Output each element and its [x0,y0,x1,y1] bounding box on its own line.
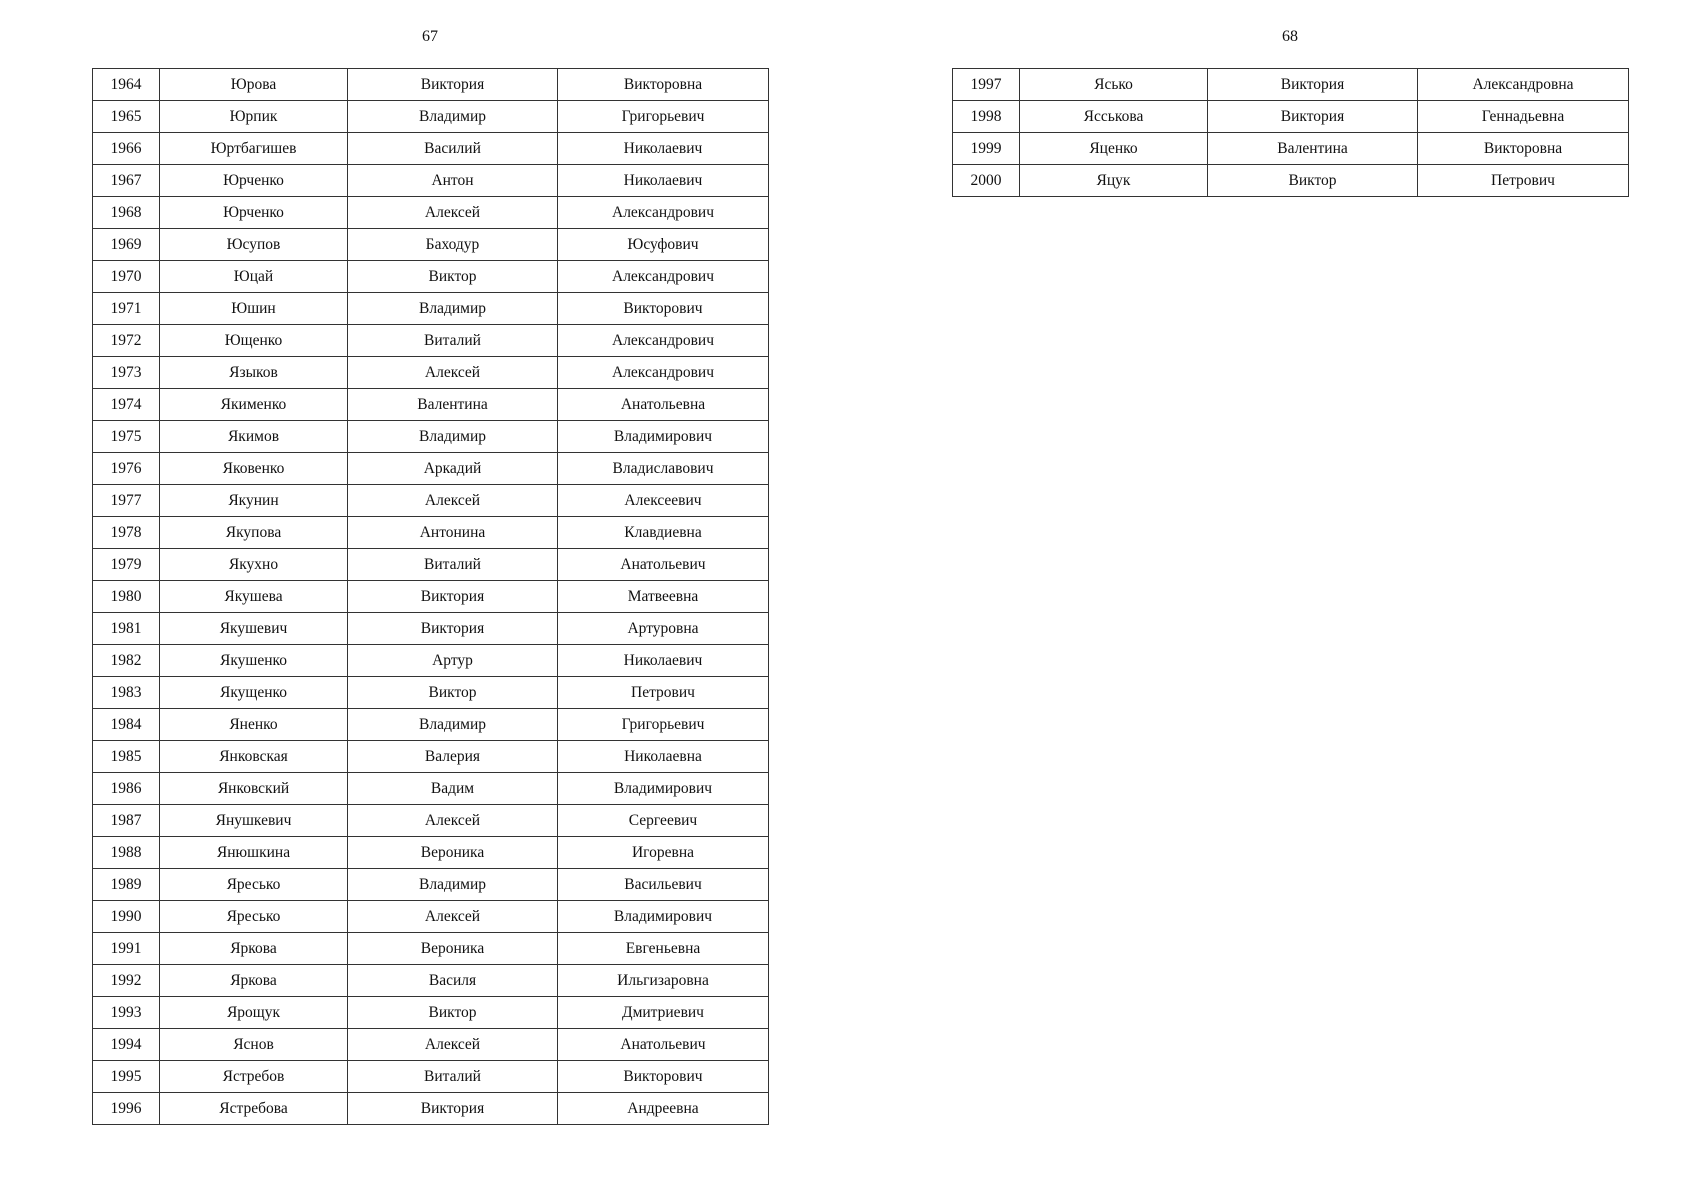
patronymic-cell: Викторович [558,1061,769,1093]
first-name-cell: Алексей [348,197,558,229]
patronymic-cell: Владиславович [558,453,769,485]
last-name-cell: Якухно [160,549,348,581]
first-name-cell: Владимир [348,101,558,133]
table-row [93,69,769,101]
table-row [93,709,769,741]
patronymic-cell: Васильевич [558,869,769,901]
first-name-cell: Алексей [348,357,558,389]
first-name-cell: Виктория [348,581,558,613]
roster-table [92,68,769,1125]
table-row [93,645,769,677]
last-name-cell: Юцай [160,261,348,293]
patronymic-cell: Владимирович [558,901,769,933]
row-number-cell: 1996 [93,1093,160,1125]
first-name-cell: Аркадий [348,453,558,485]
table-row [93,965,769,997]
row-number-cell: 1975 [93,421,160,453]
first-name-cell: Антонина [348,517,558,549]
row-number-cell: 1978 [93,517,160,549]
row-number-cell: 1995 [93,1061,160,1093]
row-number-cell: 1980 [93,581,160,613]
table-row [93,389,769,421]
first-name-cell: Баходур [348,229,558,261]
last-name-cell: Языков [160,357,348,389]
row-number-cell: 1967 [93,165,160,197]
row-number-cell: 1986 [93,773,160,805]
first-name-cell: Василий [348,133,558,165]
last-name-cell: Юшин [160,293,348,325]
last-name-cell: Яценко [1020,133,1208,165]
patronymic-cell: Григорьевич [558,101,769,133]
patronymic-cell: Анатольевич [558,1029,769,1061]
first-name-cell: Алексей [348,1029,558,1061]
patronymic-cell: Андреевна [558,1093,769,1125]
last-name-cell: Яненко [160,709,348,741]
last-name-cell: Якущенко [160,677,348,709]
first-name-cell: Валентина [348,389,558,421]
row-number-cell: 1973 [93,357,160,389]
table-row [93,261,769,293]
patronymic-cell: Клавдиевна [558,517,769,549]
row-number-cell: 1983 [93,677,160,709]
patronymic-cell: Владимирович [558,773,769,805]
first-name-cell: Владимир [348,709,558,741]
first-name-cell: Виктор [348,997,558,1029]
first-name-cell: Антон [348,165,558,197]
table-row [93,805,769,837]
table-row [93,1093,769,1125]
table-row [93,197,769,229]
page-number: 67 [422,28,438,45]
first-name-cell: Алексей [348,485,558,517]
table-row [93,165,769,197]
table-row [93,933,769,965]
first-name-cell: Вероника [348,933,558,965]
last-name-cell: Юрпик [160,101,348,133]
last-name-cell: Яснов [160,1029,348,1061]
row-number-cell: 1985 [93,741,160,773]
first-name-cell: Виктория [348,69,558,101]
row-number-cell: 1984 [93,709,160,741]
last-name-cell: Ясськова [1020,101,1208,133]
row-number-cell: 1972 [93,325,160,357]
row-number-cell: 1964 [93,69,160,101]
patronymic-cell: Алексеевич [558,485,769,517]
row-number-cell: 1987 [93,805,160,837]
table-row [93,901,769,933]
first-name-cell: Виктор [348,677,558,709]
table-row [93,421,769,453]
last-name-cell: Ястребов [160,1061,348,1093]
row-number-cell: 1979 [93,549,160,581]
patronymic-cell: Владимирович [558,421,769,453]
patronymic-cell: Николаевич [558,645,769,677]
patronymic-cell: Артуровна [558,613,769,645]
patronymic-cell: Сергеевич [558,805,769,837]
table-row [93,549,769,581]
last-name-cell: Якушева [160,581,348,613]
table-row [93,677,769,709]
last-name-cell: Ярощук [160,997,348,1029]
first-name-cell: Виталий [348,549,558,581]
last-name-cell: Янковский [160,773,348,805]
patronymic-cell: Александровна [1418,69,1629,101]
table-row [93,133,769,165]
patronymic-cell: Александрович [558,325,769,357]
first-name-cell: Артур [348,645,558,677]
first-name-cell: Вероника [348,837,558,869]
last-name-cell: Яресько [160,869,348,901]
last-name-cell: Янковская [160,741,348,773]
table-row [93,613,769,645]
last-name-cell: Якимов [160,421,348,453]
row-number-cell: 1968 [93,197,160,229]
patronymic-cell: Дмитриевич [558,997,769,1029]
last-name-cell: Юрченко [160,165,348,197]
patronymic-cell: Александрович [558,261,769,293]
table-row [93,357,769,389]
first-name-cell: Владимир [348,293,558,325]
patronymic-cell: Юсуфович [558,229,769,261]
last-name-cell: Якушевич [160,613,348,645]
first-name-cell: Вадим [348,773,558,805]
row-number-cell: 1981 [93,613,160,645]
table-row [93,837,769,869]
last-name-cell: Якушенко [160,645,348,677]
table-row [93,293,769,325]
row-number-cell: 1966 [93,133,160,165]
patronymic-cell: Евгеньевна [558,933,769,965]
first-name-cell: Виктория [1208,69,1418,101]
first-name-cell: Алексей [348,901,558,933]
table-row [93,997,769,1029]
patronymic-cell: Игоревна [558,837,769,869]
row-number-cell: 1990 [93,901,160,933]
patronymic-cell: Анатольевна [558,389,769,421]
roster-table [952,68,1629,197]
first-name-cell: Валерия [348,741,558,773]
table-row [953,165,1629,197]
row-number-cell: 1976 [93,453,160,485]
table-row [93,741,769,773]
table-row [93,773,769,805]
last-name-cell: Якунин [160,485,348,517]
last-name-cell: Яковенко [160,453,348,485]
first-name-cell: Виктор [1208,165,1418,197]
row-number-cell: 1998 [953,101,1020,133]
row-number-cell: 1992 [93,965,160,997]
last-name-cell: Юрченко [160,197,348,229]
row-number-cell: 1999 [953,133,1020,165]
table-row [93,1029,769,1061]
last-name-cell: Яркова [160,965,348,997]
table-row [93,229,769,261]
patronymic-cell: Петрович [1418,165,1629,197]
last-name-cell: Янушкевич [160,805,348,837]
first-name-cell: Василя [348,965,558,997]
table-row [93,517,769,549]
last-name-cell: Якупова [160,517,348,549]
first-name-cell: Виталий [348,325,558,357]
first-name-cell: Виктор [348,261,558,293]
row-number-cell: 1997 [953,69,1020,101]
last-name-cell: Ястребова [160,1093,348,1125]
last-name-cell: Ющенко [160,325,348,357]
row-number-cell: 1994 [93,1029,160,1061]
first-name-cell: Виталий [348,1061,558,1093]
first-name-cell: Виктория [348,613,558,645]
first-name-cell: Виктория [348,1093,558,1125]
table-row [93,485,769,517]
row-number-cell: 1988 [93,837,160,869]
row-number-cell: 1974 [93,389,160,421]
table-row [93,869,769,901]
table-row [953,133,1629,165]
row-number-cell: 1993 [93,997,160,1029]
patronymic-cell: Анатольевич [558,549,769,581]
row-number-cell: 1982 [93,645,160,677]
patronymic-cell: Александрович [558,357,769,389]
row-number-cell: 1971 [93,293,160,325]
first-name-cell: Виктория [1208,101,1418,133]
row-number-cell: 2000 [953,165,1020,197]
table-row [953,101,1629,133]
last-name-cell: Янюшкина [160,837,348,869]
patronymic-cell: Николаевич [558,133,769,165]
page-number: 68 [1282,28,1298,45]
table-row [93,101,769,133]
row-number-cell: 1970 [93,261,160,293]
patronymic-cell: Николаевич [558,165,769,197]
last-name-cell: Юсупов [160,229,348,261]
table-row [93,325,769,357]
row-number-cell: 1991 [93,933,160,965]
patronymic-cell: Григорьевич [558,709,769,741]
first-name-cell: Владимир [348,869,558,901]
patronymic-cell: Петрович [558,677,769,709]
last-name-cell: Юрова [160,69,348,101]
last-name-cell: Яресько [160,901,348,933]
last-name-cell: Якименко [160,389,348,421]
table-row [93,453,769,485]
patronymic-cell: Николаевна [558,741,769,773]
row-number-cell: 1989 [93,869,160,901]
patronymic-cell: Викторович [558,293,769,325]
table-row [953,69,1629,101]
patronymic-cell: Ильгизаровна [558,965,769,997]
patronymic-cell: Геннадьевна [1418,101,1629,133]
first-name-cell: Алексей [348,805,558,837]
last-name-cell: Яцук [1020,165,1208,197]
last-name-cell: Яркова [160,933,348,965]
row-number-cell: 1969 [93,229,160,261]
last-name-cell: Юртбагишев [160,133,348,165]
first-name-cell: Владимир [348,421,558,453]
row-number-cell: 1977 [93,485,160,517]
last-name-cell: Ясько [1020,69,1208,101]
patronymic-cell: Матвеевна [558,581,769,613]
row-number-cell: 1965 [93,101,160,133]
table-row [93,581,769,613]
patronymic-cell: Александрович [558,197,769,229]
patronymic-cell: Викторовна [558,69,769,101]
table-row [93,1061,769,1093]
first-name-cell: Валентина [1208,133,1418,165]
patronymic-cell: Викторовна [1418,133,1629,165]
